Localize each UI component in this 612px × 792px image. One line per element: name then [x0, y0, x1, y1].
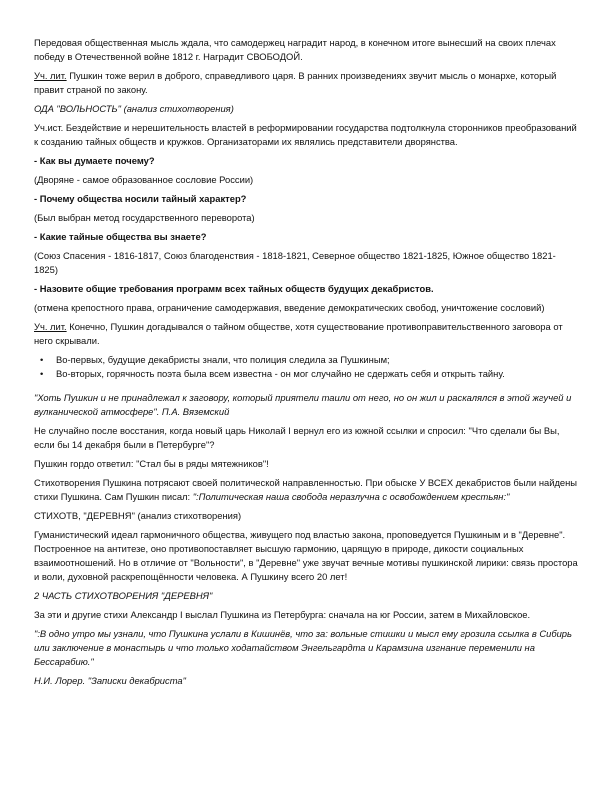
- list-item: • Во-первых, будущие декабристы знали, что полиция следила за Пушкиным;: [40, 354, 390, 365]
- question-2: - Почему общества носили тайный характер?: [34, 193, 247, 204]
- teacher-label: Уч. лит.: [34, 321, 67, 332]
- paragraph-village-analysis: Гуманистический идеал гармоничного общества, живущего под властью закона, проповедуется Пушкиным и в "Деревне". Построенное на антитезе, оно противопоставляет высшую гармонию, царящую в природе, дикости социальных взаимоотношений. Но в отличие от "Вольности", в "Деревне" уже звучат вечные мотивы пушкинской лирики: связь простора и воли, духовной раскрепощённости человека. А Пушкину всего 20 лет!: [34, 529, 578, 582]
- paragraph-lit-teacher-1: [34, 69, 579, 97]
- document-page: [34, 36, 579, 693]
- paragraph-exile: За эти и другие стихи Александр I выслал Пушкина из Петербурга: сначала на юг России, затем в Михайловское.: [34, 609, 531, 620]
- question-4: - Назовите общие требования программ всех тайных обществ будущих декабристов.: [34, 283, 434, 294]
- paragraph-lit-teacher-2: [34, 320, 579, 348]
- heading-village: СТИХОТВ, "ДЕРЕВНЯ" (анализ стихотворения): [34, 510, 242, 521]
- answer-4: (отмена крепостного права, ограничение самодержавия, введение демократических свобод, уничтожение сословий): [34, 302, 545, 313]
- answer-3: (Союз Спасения - 1816-1817, Союз благоденствия - 1818-1821, Северное общество 1821-1825, Южное общество 1821-1825): [34, 250, 556, 275]
- paragraph-text: Пушкин тоже верил в доброго, справедливого царя. В ранних произведениях звучит мысль о монархе, который правит страной по закону.: [34, 70, 557, 95]
- question-3: - Какие тайные общества вы знаете?: [34, 231, 207, 242]
- paragraph-intro: Передовая общественная мысль ждала, что самодержец наградит народ, в конечном итоге вынесший на своих плечах победу в Отечественной войне 1812 г. Наградит СВОБОДОЙ.: [34, 37, 556, 62]
- heading-ode-liberty: ОДА "ВОЛЬНОСТЬ" (анализ стихотворения): [34, 103, 234, 114]
- question-1: - Как вы думаете почему?: [34, 155, 155, 166]
- bullet-list: [34, 353, 579, 381]
- answer-2: (Был выбран метод государственного переворота): [34, 212, 255, 223]
- paragraph-pushkin-answer: Пушкин гордо ответил: "Стал бы в ряды мятежников"!: [34, 458, 269, 469]
- bullet-icon: •: [40, 368, 44, 379]
- quote-lorer: ":В одно утро мы узнали, что Пушкина услали в Кишинёв, что за: вольные стишки и мысл ему грозила ссылка в Сибирь или заключение в монастырь и что только ходатайством Энгельгардта и Карамзина изгнание переменили на Бессарабию.": [34, 628, 572, 667]
- paragraph-political-poems: Стихотворения Пушкина потрясают своей политической направленностью. При обыске У ВСЕХ декабристов были найдены стихи Пушкина. Сам Пушкин писал: ":Политическая наша свобода неразлучна с освобождением крестьян:": [34, 477, 578, 502]
- paragraph-text: Конечно, Пушкин догадывался о тайном обществе, хотя существование противоправительственного заговора от него скрывали.: [34, 321, 563, 346]
- answer-1: (Дворяне - самое образованное сословие России): [34, 174, 254, 185]
- quote-vyazemsky: "Хоть Пушкин и не принадлежал к заговору, который приятели таили от него, но он жил и раскалялся в этой жгучей и вулканической атмосфере". П.А. Вяземский: [34, 392, 572, 417]
- source-citation: Н.И. Лорер. "Записки декабриста": [34, 675, 186, 686]
- list-item: • Во-вторых, горячность поэта была всем известна - он мог случайно не сдержать себя и открыть тайну.: [40, 368, 505, 379]
- bullet-icon: •: [40, 354, 44, 365]
- heading-village-part-2: 2 ЧАСТЬ СТИХОТВОРЕНИЯ "ДЕРЕВНЯ": [34, 590, 213, 601]
- paragraph-nicholas: Не случайно после восстания, когда новый царь Николай I вернул его из южной ссылки и спросил: "Что сделали бы Вы, если бы 14 декабря были в Петербурге"?: [34, 425, 560, 450]
- paragraph-history-teacher: Уч.ист. Бездействие и нерешительность властей в реформировании государства подтолкнула сторонников преобразований к созданию тайных обществ и кружков. Организаторами их являлись представители дворянства.: [34, 122, 577, 147]
- pushkin-quote: ":Политическая наша свобода неразлучна с освобождением крестьян:": [192, 491, 510, 502]
- teacher-label: Уч. лит.: [34, 70, 67, 81]
